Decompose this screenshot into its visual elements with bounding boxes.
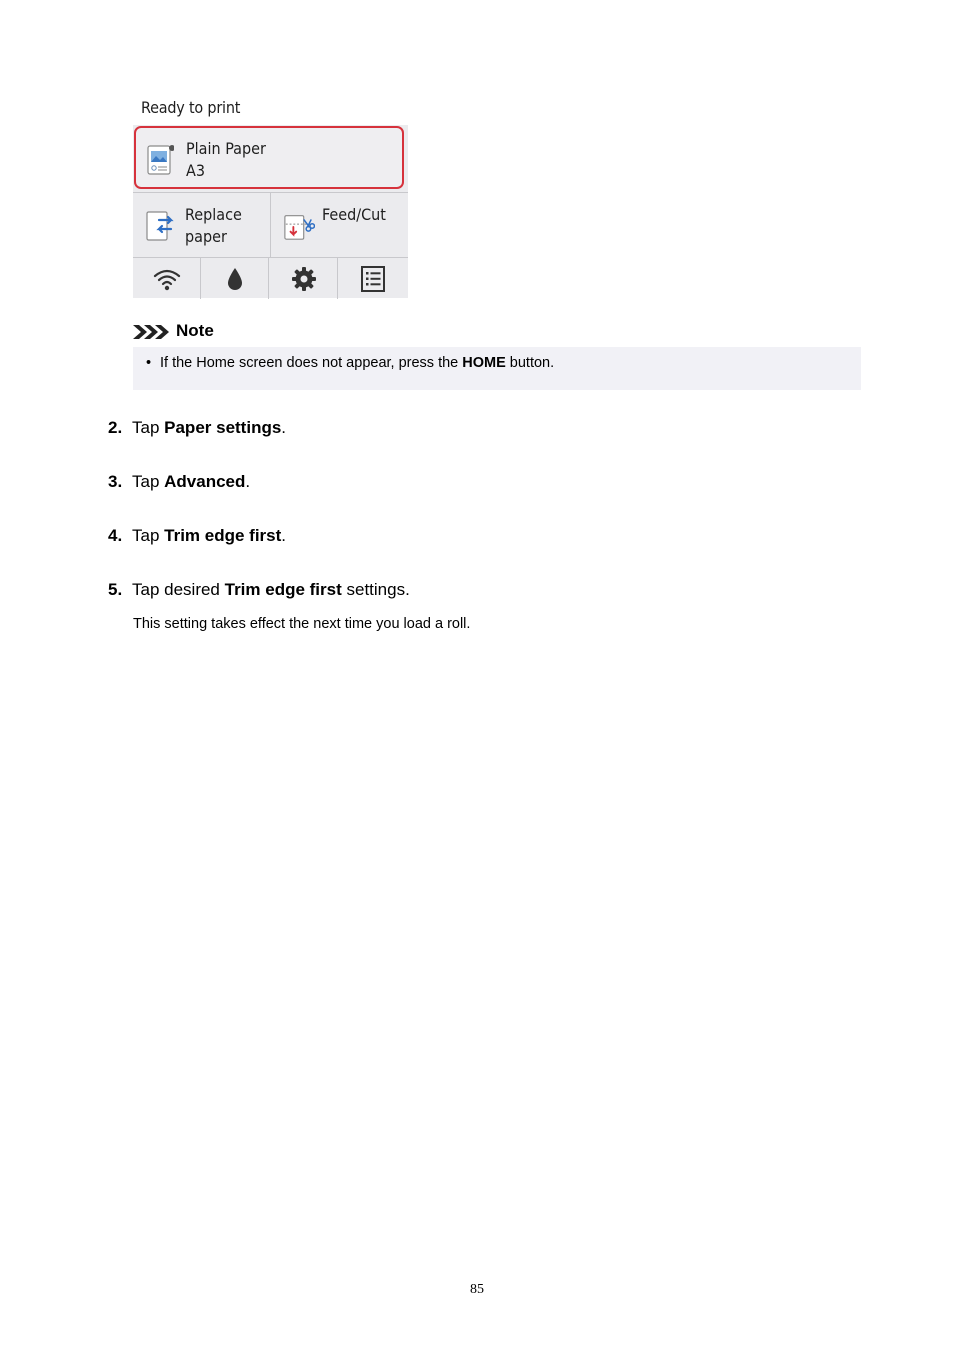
wifi-icon bbox=[153, 267, 181, 291]
menu-list-icon bbox=[361, 266, 385, 292]
feed-cut-label: Feed/Cut bbox=[322, 205, 386, 224]
step-5-detail: This setting takes effect the next time you load a roll. bbox=[133, 616, 471, 632]
printer-panel-screenshot bbox=[133, 96, 408, 298]
paper-info bbox=[186, 138, 266, 182]
feed-cut-icon bbox=[283, 209, 315, 243]
note-bullet: • bbox=[146, 355, 152, 371]
gear-icon bbox=[291, 266, 317, 292]
home-button-name: HOME bbox=[462, 355, 506, 371]
paper-settings-tile[interactable] bbox=[134, 126, 404, 189]
wifi-button[interactable] bbox=[133, 258, 201, 299]
ink-button[interactable] bbox=[201, 258, 269, 299]
panel-status-text: Ready to print bbox=[141, 98, 241, 117]
paper-size-label: A3 bbox=[186, 161, 205, 180]
paper-settings-icon bbox=[146, 142, 174, 178]
ink-drop-icon bbox=[227, 267, 243, 291]
panel-tile-row bbox=[133, 192, 408, 257]
panel-body bbox=[133, 125, 408, 298]
panel-icon-row bbox=[133, 257, 408, 299]
replace-paper-label: Replace paper bbox=[185, 205, 242, 246]
settings-button[interactable] bbox=[270, 258, 338, 299]
note-title: Note bbox=[176, 321, 214, 340]
replace-paper-icon bbox=[145, 209, 177, 243]
note-text: • If the Home screen does not appear, press the HOME button. bbox=[146, 355, 555, 371]
menu-button[interactable] bbox=[339, 258, 407, 299]
note-box bbox=[133, 347, 861, 390]
page-number: 85 bbox=[470, 1282, 484, 1297]
feed-cut-tile[interactable] bbox=[271, 193, 408, 257]
replace-paper-tile[interactable] bbox=[133, 193, 271, 257]
paper-type-label: Plain Paper bbox=[186, 139, 266, 158]
note-arrows-icon bbox=[133, 324, 173, 340]
